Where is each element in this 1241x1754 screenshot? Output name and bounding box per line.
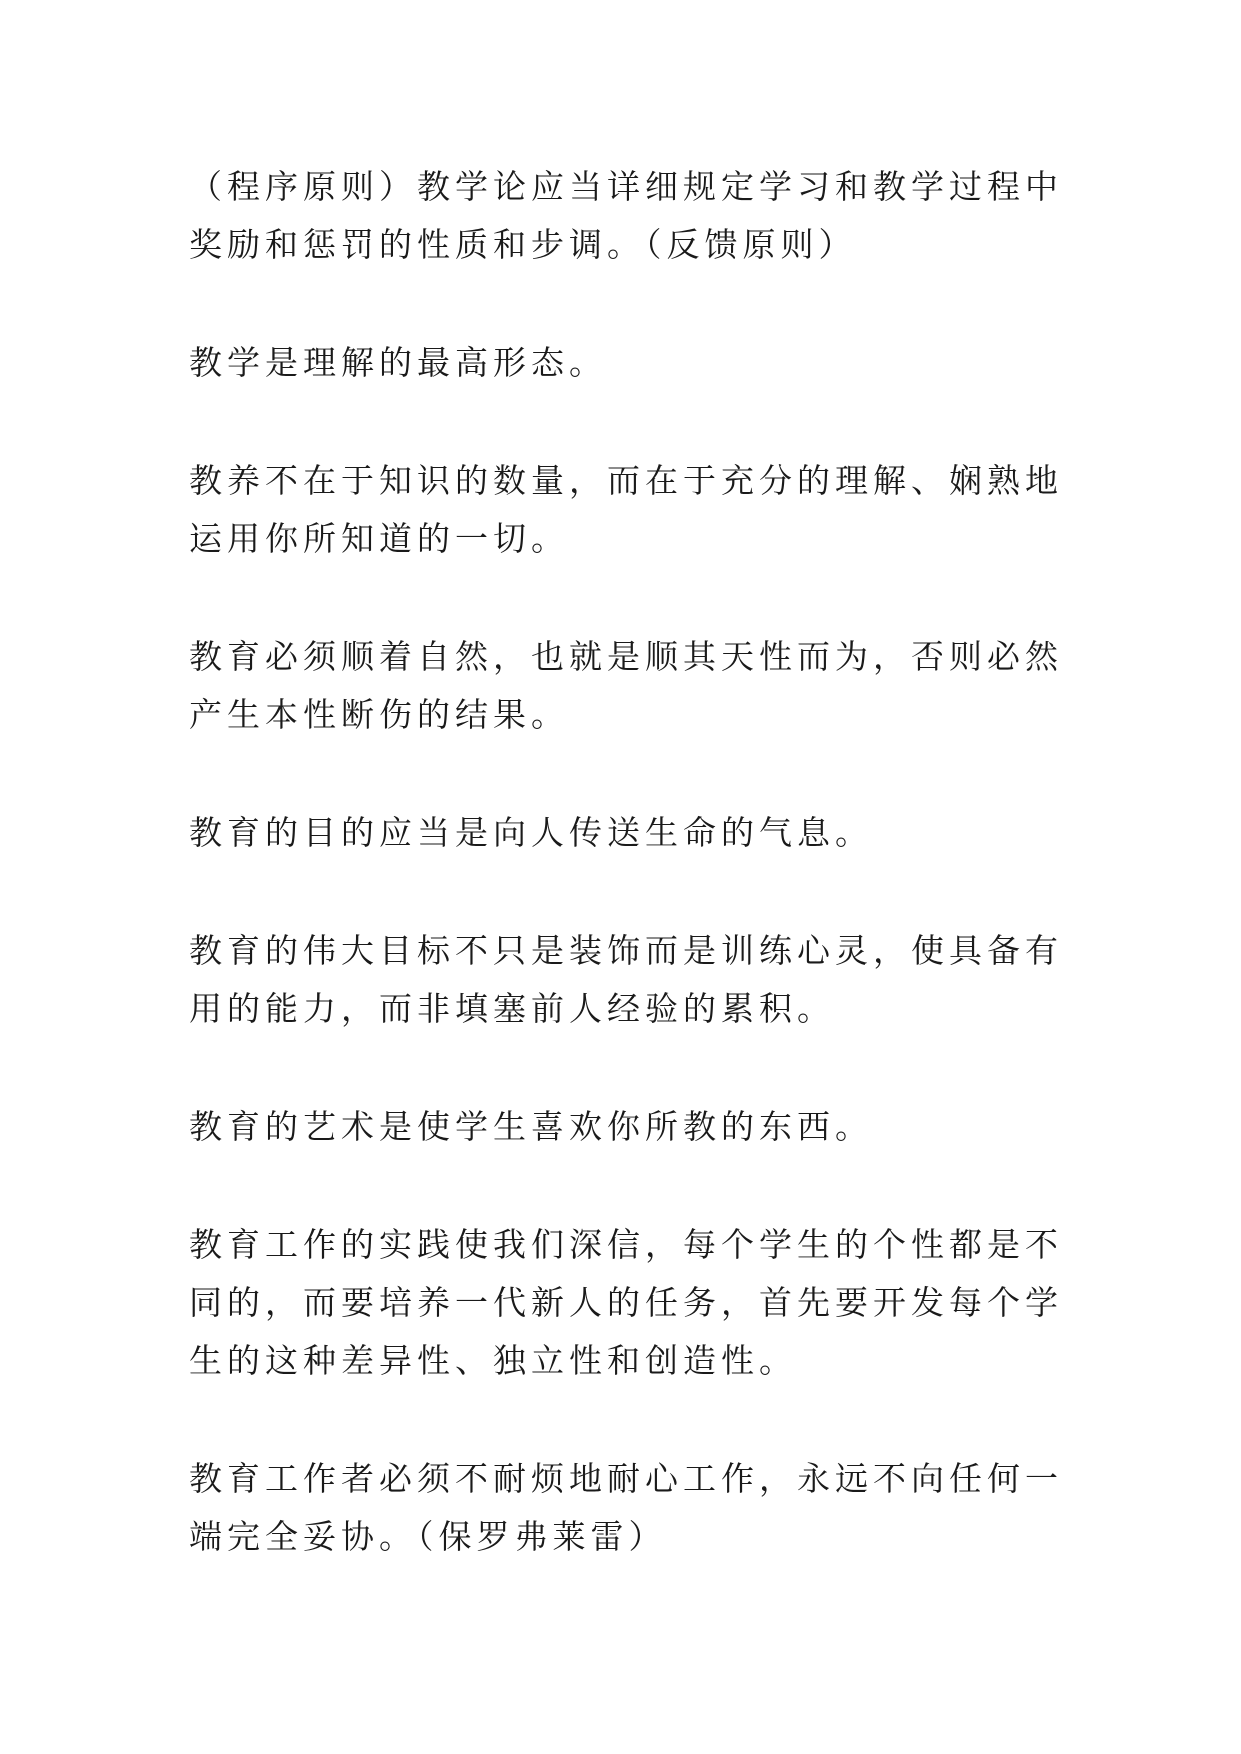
paragraph: 教育的伟大目标不只是装饰而是训练心灵，使具备有用的能力，而非填塞前人经验的累积。 <box>189 931 1063 1028</box>
paragraph: 教养不在于知识的数量，而在于充分的理解、娴熟地运用你所知道的一切。 <box>189 461 1063 558</box>
paragraph: 教学是理解的最高形态。 <box>189 343 607 382</box>
paragraph: 教育必须顺着自然，也就是顺其天性而为，否则必然产生本性断伤的结果。 <box>189 637 1063 734</box>
document-body <box>189 158 1069 1626</box>
paragraph: 教育的艺术是使学生喜欢你所教的东西。 <box>189 1107 873 1146</box>
paragraph: 教育工作者必须不耐烦地耐心工作，永远不向任何一端完全妥协。（保罗弗莱雷） <box>189 1459 1063 1556</box>
paragraph: （程序原则）教学论应当详细规定学习和教学过程中奖励和惩罚的性质和步调。（反馈原则） <box>189 167 1063 264</box>
paragraph: 教育的目的应当是向人传送生命的气息。 <box>189 813 873 852</box>
paragraph: 教育工作的实践使我们深信，每个学生的个性都是不同的，而要培养一代新人的任务，首先要开发每个学生的这种差异性、独立性和创造性。 <box>189 1225 1063 1380</box>
